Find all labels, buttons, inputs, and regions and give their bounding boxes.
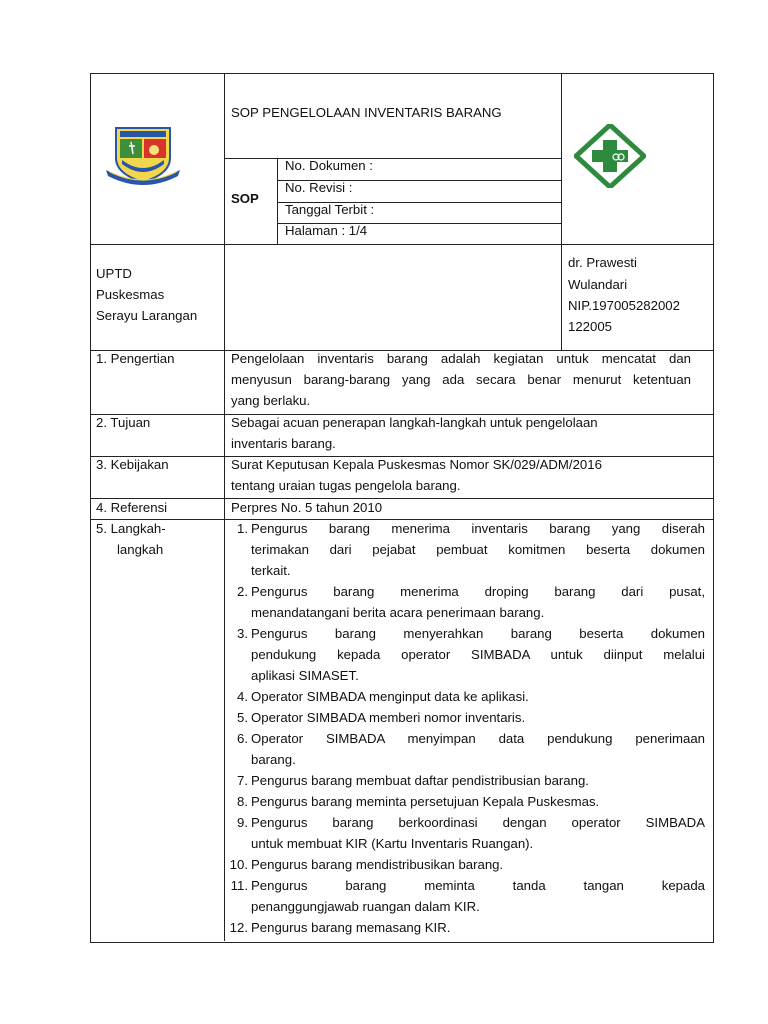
body-line: Surat Keputusan Kepala Puskesmas Nomor SK/029/ADM/2016 xyxy=(231,457,602,472)
step-number: 12. xyxy=(229,920,248,935)
step-line: penanggungjawab ruangan dalam KIR. xyxy=(251,899,480,914)
step-number: 11. xyxy=(230,878,248,893)
issue-date-label: Tanggal Terbit : xyxy=(285,202,375,217)
step-number: 1. xyxy=(237,521,248,536)
step-line: menandatangani berita acara penerimaan barang. xyxy=(251,605,545,620)
step-number: 8. xyxy=(237,794,248,809)
step-text xyxy=(251,791,705,812)
section-label-referensi: 4. Referensi xyxy=(96,500,168,515)
step-line: Pengurus barang menerima inventaris barang yang diserah xyxy=(251,521,705,536)
table-border-right xyxy=(713,73,714,943)
step-number: 5. xyxy=(237,710,248,725)
step-number: 9. xyxy=(237,815,248,830)
step-line: barang. xyxy=(251,752,296,767)
step-line: Pengurus barang berkoordinasi dengan operator SIMBADA xyxy=(251,815,705,830)
body-line: menyusun barang-barang yang ada secara benar menurut ketentuan xyxy=(231,372,691,387)
step-line: untuk membuat KIR (Kartu Inventaris Ruangan). xyxy=(251,836,534,851)
step-line: Operator SIMBADA memberi nomor inventaris. xyxy=(251,710,526,725)
signatory-line-1: dr. Prawesti xyxy=(568,255,637,270)
section-body-pengertian xyxy=(231,348,691,411)
org-line-1: UPTD xyxy=(96,266,132,281)
revision-label: No. Revisi : xyxy=(285,180,353,195)
puskesmas-cross-logo xyxy=(574,124,646,188)
signatory-line-2: Wulandari xyxy=(568,277,628,292)
section-body-tujuan xyxy=(231,412,691,454)
body-line: Sebagai acuan penerapan langkah-langkah untuk pengelolaan xyxy=(231,415,598,430)
table-border-bottom xyxy=(90,942,714,943)
step-line: aplikasi SIMASET. xyxy=(251,668,359,683)
org-line-3: Serayu Larangan xyxy=(96,308,198,323)
step-line: Operator SIMBADA menginput data ke aplikasi. xyxy=(251,689,529,704)
body-line: yang berlaku. xyxy=(231,393,311,408)
signatory-line-4: 122005 xyxy=(568,319,613,334)
step-text xyxy=(251,686,705,707)
step-number: 10. xyxy=(229,857,248,872)
section-label-langkah-2: langkah xyxy=(117,542,164,557)
body-line: tentang uraian tugas pengelola barang. xyxy=(231,478,461,493)
step-number: 7. xyxy=(237,773,248,788)
step-number: 6. xyxy=(237,731,248,746)
body-line: Pengelolaan inventaris barang adalah kegiatan untuk mencatat dan xyxy=(231,351,691,366)
step-line: terimakan dari pejabat pembuat komitmen beserta dokumen xyxy=(251,542,705,557)
page-number-label: Halaman : 1/4 xyxy=(285,223,368,238)
section-body-referensi: Perpres No. 5 tahun 2010 xyxy=(231,500,383,515)
step-line: Pengurus barang meminta persetujuan Kepala Puskesmas. xyxy=(251,794,600,809)
section-body-kebijakan xyxy=(231,454,691,496)
step-text xyxy=(251,812,705,854)
org-line-2: Puskesmas xyxy=(96,287,165,302)
step-text xyxy=(251,581,705,623)
step-line: Pengurus barang membuat daftar pendistribusian barang. xyxy=(251,773,589,788)
regency-crest-logo xyxy=(104,124,182,188)
col-divider-sop xyxy=(277,158,278,244)
step-text xyxy=(251,917,705,938)
row-divider-header xyxy=(90,244,714,245)
document-title: SOP PENGELOLAAN INVENTARIS BARANG xyxy=(231,105,502,120)
sop-label: SOP xyxy=(231,191,259,206)
step-number: 2. xyxy=(237,584,248,599)
row-divider-kebijakan xyxy=(90,498,714,499)
step-text xyxy=(251,707,705,728)
step-line: Pengurus barang menerima droping barang dari pusat, xyxy=(251,584,705,599)
doc-number-label: No. Dokumen : xyxy=(285,158,373,173)
step-text xyxy=(251,770,705,791)
table-border-top xyxy=(90,73,714,74)
body-line: inventaris barang. xyxy=(231,436,336,451)
section-label-pengertian: 1. Pengertian xyxy=(96,351,175,366)
step-number: 3. xyxy=(237,626,248,641)
table-border-left xyxy=(90,73,91,943)
section-label-langkah: 5. Langkah- xyxy=(96,521,166,536)
col-divider-right xyxy=(561,73,562,350)
step-line: Pengurus barang menyerahkan barang beserta dokumen xyxy=(251,626,705,641)
step-text xyxy=(251,518,705,581)
step-text xyxy=(251,854,705,875)
step-line: terkait. xyxy=(251,563,291,578)
step-text xyxy=(251,728,705,770)
step-line: Pengurus barang memasang KIR. xyxy=(251,920,451,935)
step-text xyxy=(251,875,705,917)
step-number: 4. xyxy=(237,689,248,704)
signatory-line-3: NIP.197005282002 xyxy=(568,298,680,313)
step-line: Pengurus barang meminta tanda tangan kepada xyxy=(251,878,705,893)
step-line: Operator SIMBADA menyimpan data pendukung penerimaan xyxy=(251,731,705,746)
row-divider-title xyxy=(224,158,561,159)
step-line: pendukung kepada operator SIMBADA untuk diinput melalui xyxy=(251,647,705,662)
section-label-kebijakan: 3. Kebijakan xyxy=(96,457,169,472)
step-line: Pengurus barang mendistribusikan barang. xyxy=(251,857,504,872)
step-text xyxy=(251,623,705,686)
section-label-tujuan: 2. Tujuan xyxy=(96,415,151,430)
